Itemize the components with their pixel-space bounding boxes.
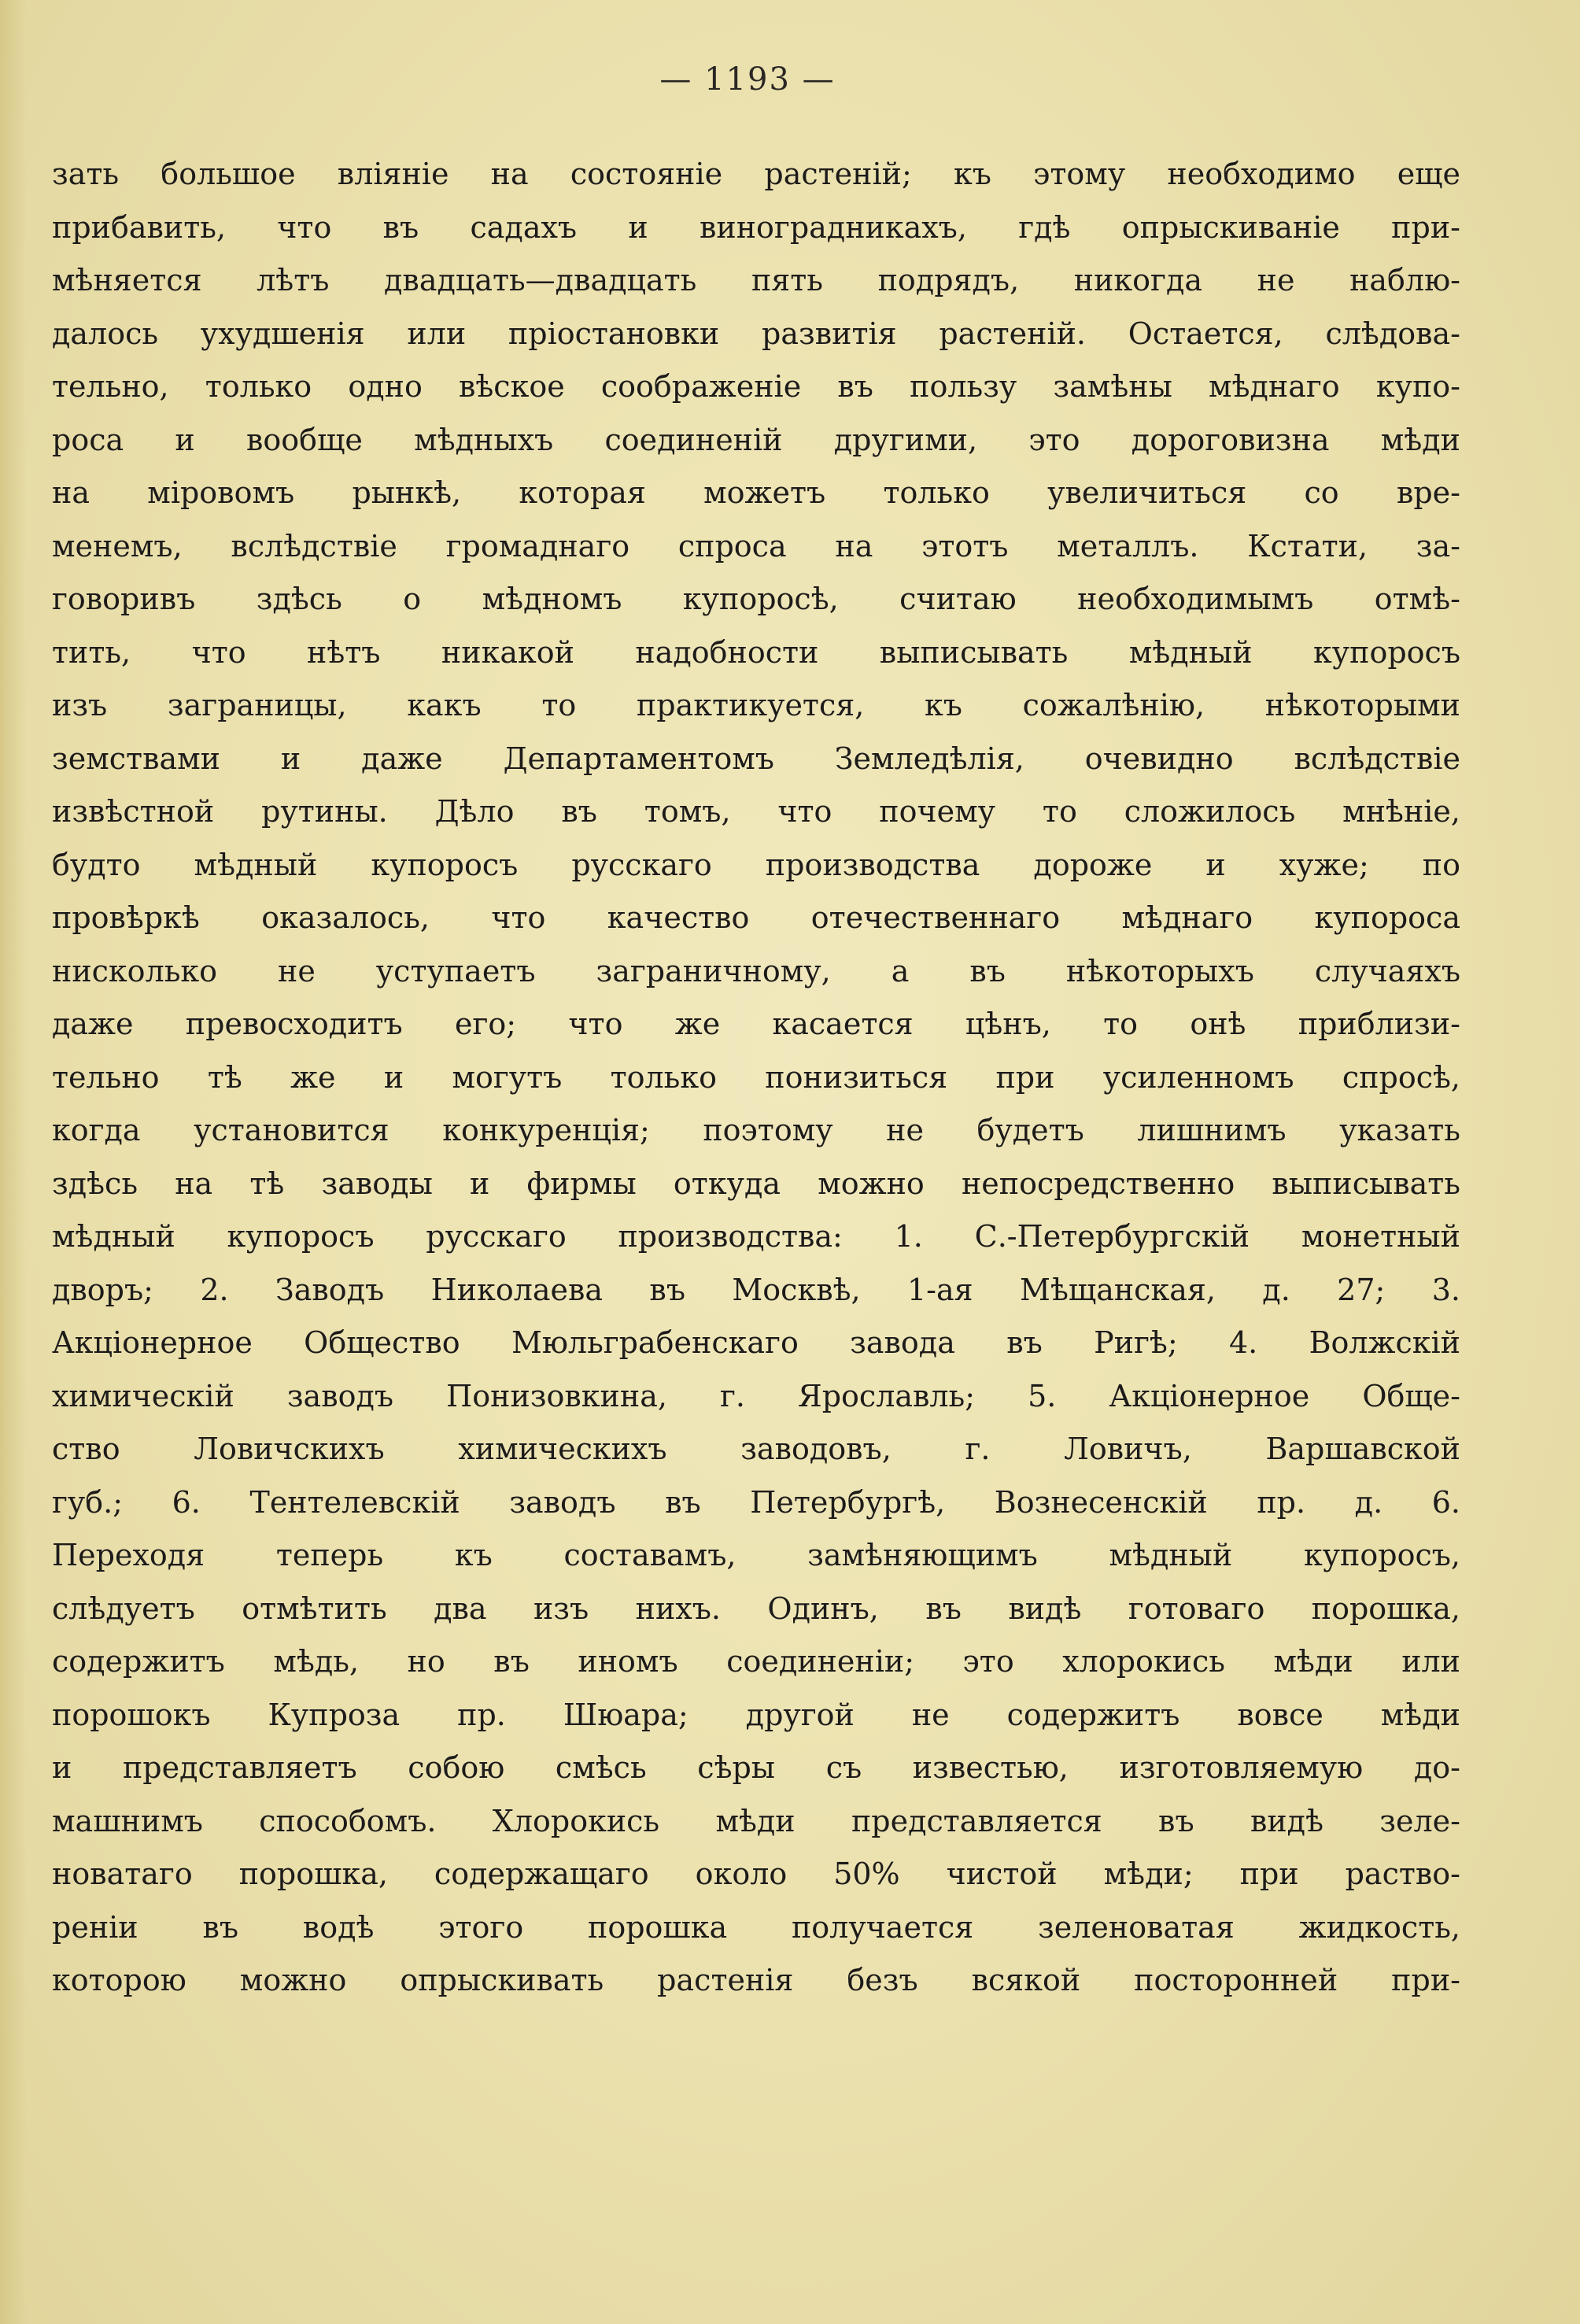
text-line: даже превосходитъ его; что же касается цѣнъ, то онѣ приблизи-: [52, 1007, 1460, 1041]
text-line: реніи въ водѣ этого порошка получается зеленоватая жидкость,: [52, 1909, 1460, 1945]
text-line: нисколько не уступаетъ заграничному, а въ нѣкоторыхъ случаяхъ: [52, 953, 1460, 988]
text-line: мѣняется лѣтъ двадцать—двадцать пять подрядъ, никогда не наблю-: [52, 263, 1460, 297]
text-line: зать большое вліяніе на состояніе растеній; къ этому необходимо еще: [52, 157, 1460, 191]
text-line: губ.; 6. Тентелевскій заводъ въ Петербургѣ, Вознесенскій пр. д. 6.: [52, 1484, 1460, 1520]
text-line: и представляетъ собою смѣсь сѣры съ известью, изготовляемую до-: [52, 1750, 1460, 1785]
text-line: новатаго порошка, содержащаго около 50% чистой мѣди; при раство-: [52, 1857, 1460, 1891]
text-line: роса и вообще мѣдныхъ соединеній другими, это дороговизна мѣди: [52, 422, 1460, 457]
text-line: тельно, только одно вѣское соображеніе въ пользу замѣны мѣднаго купо-: [52, 369, 1460, 404]
body-text: [52, 148, 1460, 2008]
text-line: далось ухудшенія или пріостановки развитія растеній. Остается, слѣдова-: [52, 316, 1460, 351]
text-line: на міровомъ рынкѣ, которая можетъ только увеличиться со вре-: [52, 475, 1460, 510]
text-line: провѣркѣ оказалось, что качество отечественнаго мѣднаго купороса: [52, 900, 1460, 935]
text-line: тельно тѣ же и могутъ только понизиться при усиленномъ спросѣ,: [52, 1059, 1460, 1095]
text-line: Переходя теперь къ составамъ, замѣняющимъ мѣдный купоросъ,: [52, 1538, 1460, 1572]
page-number: — 1193 —: [659, 61, 836, 98]
text-line: прибавить, что въ садахъ и виноградникахъ, гдѣ опрыскиваніе при-: [52, 209, 1460, 245]
text-line: здѣсь на тѣ заводы и фирмы откуда можно непосредственно выписывать: [52, 1166, 1460, 1201]
page-edge-shadow: [0, 0, 27, 2324]
text-line: земствами и даже Департаментомъ Земледѣлія, очевидно вслѣдствіе: [52, 741, 1460, 776]
text-line: которою можно опрыскивать растенія безъ всякой посторонней при-: [52, 1963, 1460, 1997]
text-line: тить, что нѣтъ никакой надобности выписывать мѣдный купоросъ: [52, 634, 1460, 670]
text-line: Акціонерное Общество Мюльграбенскаго завода въ Ригѣ; 4. Волжскій: [52, 1325, 1460, 1360]
text-line: когда установится конкуренція; поэтому не будетъ лишнимъ указать: [52, 1113, 1460, 1147]
text-line: извѣстной рутины. Дѣло въ томъ, что почему то сложилось мнѣніе,: [52, 794, 1460, 829]
text-line: говоривъ здѣсь о мѣдномъ купоросѣ, считаю необходимымъ отмѣ-: [52, 582, 1460, 616]
text-line: машнимъ способомъ. Хлорокись мѣди представляется въ видѣ зеле-: [52, 1803, 1460, 1838]
text-line: химическій заводъ Понизовкина, г. Ярославль; 5. Акціонерное Обще-: [52, 1378, 1460, 1413]
text-line: ство Ловичскихъ химическихъ заводовъ, г. Ловичъ, Варшавской: [52, 1432, 1460, 1466]
text-line: будто мѣдный купоросъ русскаго производства дороже и хуже; по: [52, 847, 1460, 882]
text-line: содержитъ мѣдь, но въ иномъ соединеніи; это хлорокись мѣди или: [52, 1644, 1460, 1679]
text-line: слѣдуетъ отмѣтить два изъ нихъ. Одинъ, въ видѣ готоваго порошка,: [52, 1591, 1460, 1626]
text-line: дворъ; 2. Заводъ Николаева въ Москвѣ, 1-ая Мѣщанская, д. 27; 3.: [52, 1272, 1460, 1307]
text-line: менемъ, вслѣдствіе громаднаго спроса на этотъ металлъ. Кстати, за-: [52, 528, 1460, 563]
text-line: мѣдный купоросъ русскаго производства: 1. С.-Петербургскій монетный: [52, 1219, 1460, 1254]
text-line: порошокъ Купроза пр. Шюара; другой не содержитъ вовсе мѣди: [52, 1697, 1460, 1732]
text-line: изъ заграницы, какъ то практикуется, къ сожалѣнію, нѣкоторыми: [52, 688, 1460, 722]
